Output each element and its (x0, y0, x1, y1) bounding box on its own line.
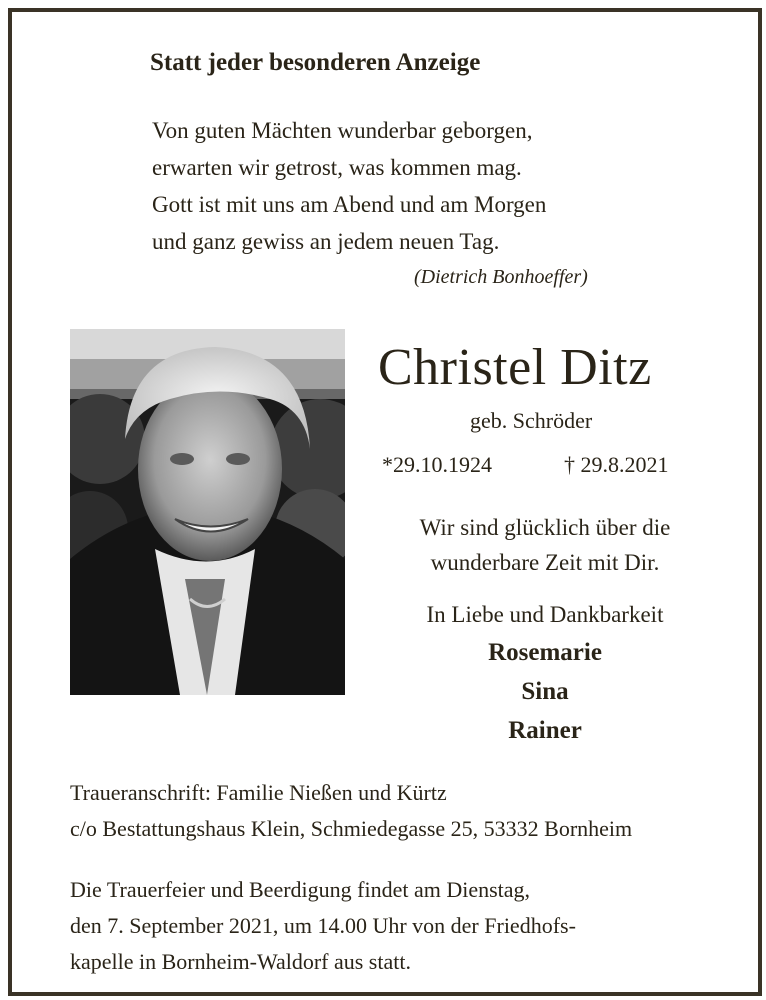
message-line: Wir sind glücklich über die (419, 515, 671, 540)
service-line: Die Trauerfeier und Beerdigung findet am Dienstag, (70, 877, 531, 902)
message-line: wunderbare Zeit mit Dir. (430, 550, 660, 575)
poem-line: Von guten Mächten wunderbar geborgen, (152, 118, 533, 143)
closing-phrase: In Liebe und Dankbarkeit (426, 602, 664, 627)
portrait-photo-icon (70, 329, 345, 695)
funeral-service-info (70, 872, 576, 980)
poem-author: (Dietrich Bonhoeffer) (414, 266, 588, 288)
service-line: den 7. September 2021, um 14.00 Uhr von der Friedhofs- (70, 913, 576, 938)
mourner-name: Rosemarie (488, 639, 602, 666)
birth-date: *29.10.1924 (382, 452, 492, 477)
notice-heading: Statt jeder besonderen Anzeige (150, 49, 481, 76)
mourners-list (368, 633, 722, 750)
farewell-message (368, 510, 722, 580)
poem-line: und ganz gewiss an jedem neuen Tag. (152, 229, 500, 254)
service-line: kapelle in Bornheim-Waldorf aus statt. (70, 949, 411, 974)
mourner-name: Rainer (508, 717, 582, 744)
poem-line: erwarten wir getrost, was kommen mag. (152, 155, 522, 180)
poem (152, 112, 546, 260)
address-line: Traueranschrift: Familie Nießen und Kürtz (70, 780, 447, 805)
poem-line: Gott ist mit uns am Abend und am Morgen (152, 192, 547, 217)
mourning-address (70, 775, 632, 847)
maiden-name: geb. Schröder (470, 408, 593, 433)
deceased-name: Christel Ditz (378, 339, 652, 396)
mourner-name: Sina (521, 678, 569, 705)
closing-phrase-block (368, 597, 722, 632)
address-line: c/o Bestattungshaus Klein, Schmiedegasse 25, 53332 Bornheim (70, 816, 633, 841)
death-date: † 29.8.2021 (564, 452, 669, 477)
portrait-photo (70, 329, 345, 695)
notice-frame (8, 8, 762, 996)
